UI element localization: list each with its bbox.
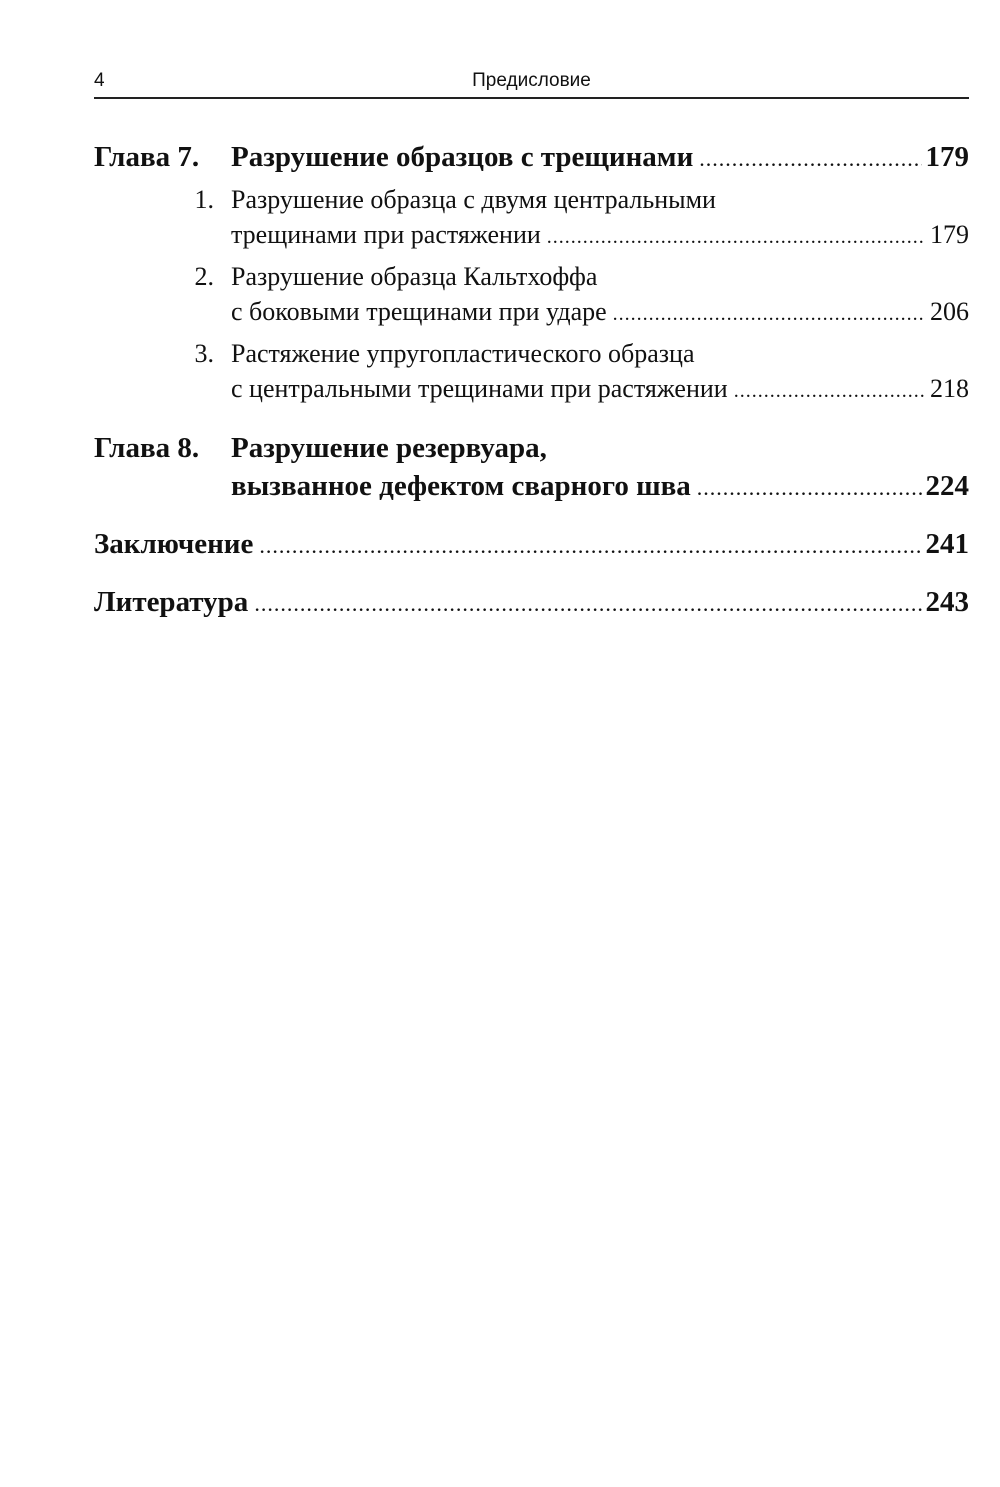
toc-chapter-8[interactable] <box>94 429 969 507</box>
section-number: 3. <box>194 339 214 368</box>
conclusion-page-number: 241 <box>925 528 969 560</box>
chapter-title-line: Разрушение резервуара, <box>231 432 547 464</box>
section-title-line: Растяжение упругопластического образца <box>231 339 695 368</box>
header-rule <box>94 97 969 99</box>
dot-leader <box>613 297 926 332</box>
table-of-contents <box>94 138 969 623</box>
chapter-title: Разрушение образцов с трещинами <box>231 141 694 173</box>
toc-section-7-1[interactable] <box>94 182 969 255</box>
section-title-line: с центральными трещинами при растяжении <box>231 374 728 403</box>
chapter-page-number: 179 <box>925 141 969 173</box>
dot-leader <box>254 585 921 623</box>
dot-leader <box>259 527 921 565</box>
dot-leader <box>697 469 922 507</box>
dot-leader <box>699 140 921 178</box>
chapter-page-number: 224 <box>925 470 969 502</box>
section-number: 2. <box>194 262 214 291</box>
section-title-line: трещинами при растяжении <box>231 220 541 249</box>
chapter-label: Глава 7. <box>94 141 200 173</box>
section-page-number: 206 <box>930 297 969 326</box>
section-page-number: 218 <box>930 374 969 403</box>
dot-leader <box>734 374 926 409</box>
section-page-number: 179 <box>930 220 969 249</box>
references-page-number: 243 <box>925 586 969 618</box>
toc-chapter-7[interactable] <box>94 138 969 178</box>
toc-conclusion[interactable] <box>94 525 969 565</box>
section-number: 1. <box>194 185 214 214</box>
conclusion-title: Заключение <box>94 528 254 560</box>
section-title-line: Разрушение образца с двумя центральными <box>231 185 716 214</box>
section-title-line: Разрушение образца Кальтхоффа <box>231 262 598 291</box>
page-number: 4 <box>94 70 105 91</box>
references-title: Литература <box>94 586 249 618</box>
chapter-title-line: вызванное дефектом сварного шва <box>231 470 691 502</box>
toc-references[interactable] <box>94 583 969 623</box>
running-head-title: Предисловие <box>472 70 591 91</box>
section-title-line: с боковыми трещинами при ударе <box>231 297 607 326</box>
toc-section-7-3[interactable] <box>94 336 969 409</box>
running-head <box>94 66 969 98</box>
chapter-label: Глава 8. <box>94 432 200 464</box>
dot-leader <box>547 220 926 255</box>
toc-section-7-2[interactable] <box>94 259 969 332</box>
